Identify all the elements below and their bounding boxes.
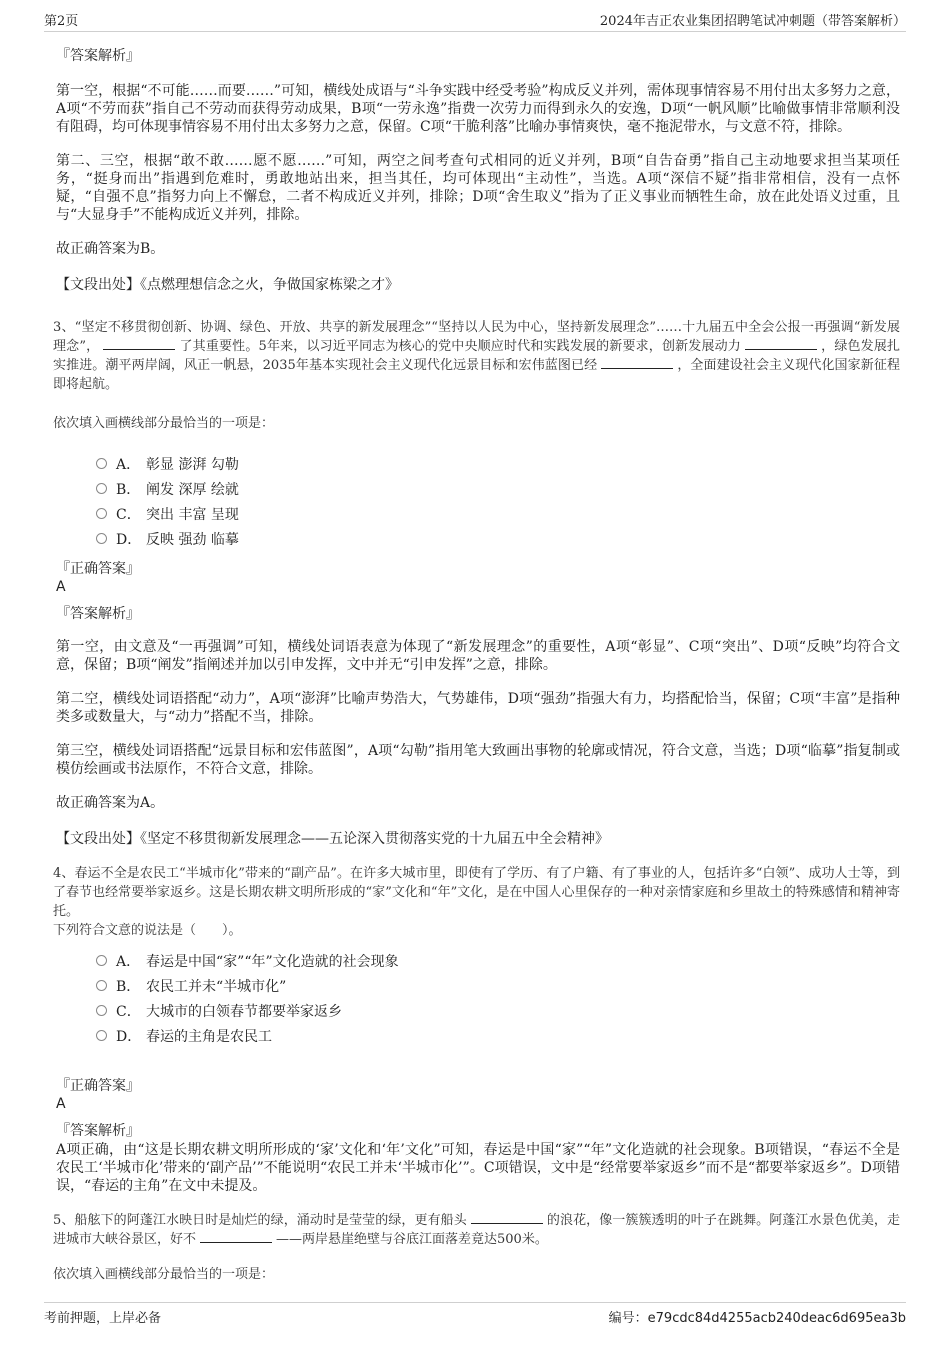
footer-slogan: 考前押题，上岸必备: [44, 1311, 162, 1326]
option-text: 春运是中国“家”“年”文化造就的社会现象: [146, 953, 399, 970]
q3-option-d[interactable]: [96, 526, 900, 551]
q3-options: [96, 451, 900, 551]
radio-icon[interactable]: [96, 508, 107, 519]
q3-stem: [53, 318, 900, 394]
radio-icon[interactable]: [96, 955, 107, 966]
q3-analysis-para-3: 第三空，横线处词语搭配“远景目标和宏伟蓝图”，A项“勾勒”指用笔大致画出事物的轮廓或情况，符合文意，当选；D项“临摹”指复制或模仿绘画或书法原作，不符合文意，排除。: [56, 743, 900, 777]
option-letter: C．: [116, 1003, 141, 1020]
q5-stem: [53, 1211, 900, 1249]
option-letter: D．: [116, 531, 142, 548]
radio-icon[interactable]: [96, 458, 107, 469]
q3-stem-part-3: ，绿色发展扎实推进。潮平两岸阔，风正一帆悬，2035年基本实现社会主义现代化远景目标和宏伟蓝图已经: [53, 339, 900, 373]
q2-source: 【文段出处】《点燃理想信念之火，争做国家栋梁之才》: [56, 277, 399, 293]
q4-options: [96, 948, 900, 1048]
option-letter: B．: [116, 978, 141, 995]
q3-option-b[interactable]: [96, 476, 900, 501]
q3-correct-answer: A: [56, 579, 66, 595]
q3-correct-label: 『正确答案』: [56, 561, 140, 577]
fill-blank: [471, 1212, 543, 1224]
document-id: [609, 1307, 906, 1326]
q4-option-d[interactable]: [96, 1023, 900, 1048]
q3-prompt: 依次填入画横线部分最恰当的一项是：: [53, 416, 275, 431]
q2-analysis-conclusion: 故正确答案为B。: [56, 241, 165, 257]
q4-analysis-label: 『答案解析』: [56, 1123, 140, 1139]
q3-analysis-para-1: 第一空，由文意及“一再强调”可知，横线处词语表意为体现了“新发展理念”的重要性，A项“彰显”、C项“突出”、D项“反映”均符合文意，保留；B项“阐发”指阐述并加以引申发挥，文中并无“引申发挥”之意，排除。: [56, 639, 900, 673]
option-text: 大城市的白领春节都要举家返乡: [146, 1003, 342, 1020]
q5-stem-part-1: 5、船舷下的阿蓬江水映日时是灿烂的绿，涌动时是莹莹的绿，更有船头: [53, 1213, 467, 1228]
radio-icon[interactable]: [96, 533, 107, 544]
q3-stem-part-4: ，全面建设社会主义现代化国家新征程即将起航。: [53, 358, 900, 392]
document-id-label: 编号：: [608, 1311, 648, 1326]
page-footer: [44, 1302, 906, 1326]
document-id-value: e79cdc84d4255acb240deac6d695ea3b: [647, 1311, 906, 1326]
option-letter: C．: [116, 506, 141, 523]
q2-analysis-para-2: 第二、三空，根据“敢不敢……愿不愿……”可知，两空之间考查句式相同的近义并列，B项“自告奋勇”指自己主动地要求担当某项任务，“挺身而出”指遇到危难时，勇敢地站出来，担当其任，均可体现出“主动性”，当选。A项“深信不疑”指非常相信，没有一点怀疑，“自强不息”指努力向上不懈怠，二者不构成近义并列，排除；D项“舍生取义”指为了正义事业而牺牲生命，放在此处语义过重，且与“大显身手”不能构成近义并列，排除。: [56, 153, 900, 223]
q5-prompt: 依次填入画横线部分最恰当的一项是：: [53, 1267, 275, 1282]
option-letter: B．: [116, 481, 141, 498]
q4-correct-answer: A: [56, 1096, 66, 1112]
q3-stem-part-1: 3、“坚定不移贯彻创新、协调、绿色、开放、共享的新发展理念”“坚持以人民为中心，坚持新发展理念”……十九届五中全会公报一再强调“新发展理念”，: [53, 320, 900, 354]
radio-icon[interactable]: [96, 483, 107, 494]
q3-analysis-conclusion: 故正确答案为A。: [56, 795, 165, 811]
q4-prompt: 下列符合文意的说法是（ ）。: [53, 923, 242, 938]
radio-icon[interactable]: [96, 1005, 107, 1016]
q4-correct-label: 『正确答案』: [56, 1078, 140, 1094]
q3-source: 【文段出处】《坚定不移贯彻新发展理念——五论深入贯彻落实党的十九届五中全会精神》: [56, 831, 609, 847]
radio-icon[interactable]: [96, 1030, 107, 1041]
option-letter: A．: [116, 456, 141, 473]
q3-analysis-para-2: 第二空，横线处词语搭配“动力”，A项“澎湃”比喻声势浩大，气势雄伟，D项“强劲”指强大有力，均搭配恰当，保留；C项“丰富”是指种类多或数量大，与“动力”搭配不当，排除。: [56, 691, 900, 725]
option-letter: A．: [116, 953, 141, 970]
option-text: 反映 强劲 临摹: [146, 531, 239, 548]
q4-option-b[interactable]: [96, 973, 900, 998]
option-text: 农民工并未“半城市化”: [146, 978, 287, 995]
option-letter: D．: [116, 1028, 142, 1045]
page-header: [44, 10, 906, 32]
q4-option-a[interactable]: [96, 948, 900, 973]
q5-stem-part-2: 的浪花，像一簇簇透明的叶子在跳舞。阿蓬江水景色优美，走进城市大峡谷景区，好不: [53, 1213, 900, 1247]
page-number: 第2页: [44, 14, 79, 29]
option-text: 春运的主角是农民工: [146, 1028, 272, 1045]
page-content: [53, 46, 900, 1284]
q3-analysis-label: 『答案解析』: [56, 606, 140, 622]
q2-analysis-para-1: 第一空，根据“不可能……而要……”可知，横线处成语与“斗争实践中经受考验”构成反义并列，需体现事情容易不用付出太多努力之意，A项“不劳而获”指自己不劳动而获得劳动成果，B项“一劳永逸”指费一次劳力而得到永久的安逸，D项“一帆风顺”比喻做事情非常顺利没有阻碍，均可体现事情容易不用付出太多努力之意，保留。C项“干脆利落”比喻办事情爽快，毫不拖泥带水，与文意不符，排除。: [56, 83, 900, 135]
q3-option-c[interactable]: [96, 501, 900, 526]
q4-option-c[interactable]: [96, 998, 900, 1023]
document-title: 2024年吉正农业集团招聘笔试冲刺题（带答案解析）: [599, 14, 906, 29]
q4-analysis: A项正确，由“这是长期农耕文明所形成的‘家’文化和‘年’文化”可知，春运是中国“家”“年”文化造就的社会现象。B项错误，“春运不全是农民工‘半城市化’带来的‘副产品’”不能说明“农民工并未‘半城市化’”。C项错误，文中是“经常要举家返乡”而不是“都要举家返乡”。D项错误，“春运的主角”在文中未提及。: [56, 1142, 900, 1194]
q5-stem-part-3: ——两岸悬崖绝壁与谷底江面落差竟达500米。: [276, 1232, 548, 1247]
fill-blank: [200, 1231, 272, 1243]
q3-stem-part-2: 了其重要性。5年来，以习近平同志为核心的党中央顺应时代和实践发展的新要求，创新发展动力: [179, 339, 741, 354]
fill-blank: [745, 338, 817, 350]
option-text: 阐发 深厚 绘就: [146, 481, 239, 498]
option-text: 彰显 澎湃 勾勒: [146, 456, 239, 473]
q3-option-a[interactable]: [96, 451, 900, 476]
option-text: 突出 丰富 呈现: [146, 506, 239, 523]
q4-stem: 4、春运不全是农民工“半城市化”带来的“副产品”。在许多大城市里，即使有了学历、有了户籍、有了事业的人，包括许多“白领”、成功人士等，到了春节也经常要举家返乡。这是长期农耕文明所形成的“家”文化和“年”文化，是在中国人心里保存的一种对亲情家庭和乡里故土的特殊感情和精神寄托。: [53, 866, 900, 919]
q2-analysis-label: 『答案解析』: [56, 48, 140, 64]
fill-blank: [601, 357, 673, 369]
radio-icon[interactable]: [96, 980, 107, 991]
fill-blank: [103, 338, 175, 350]
